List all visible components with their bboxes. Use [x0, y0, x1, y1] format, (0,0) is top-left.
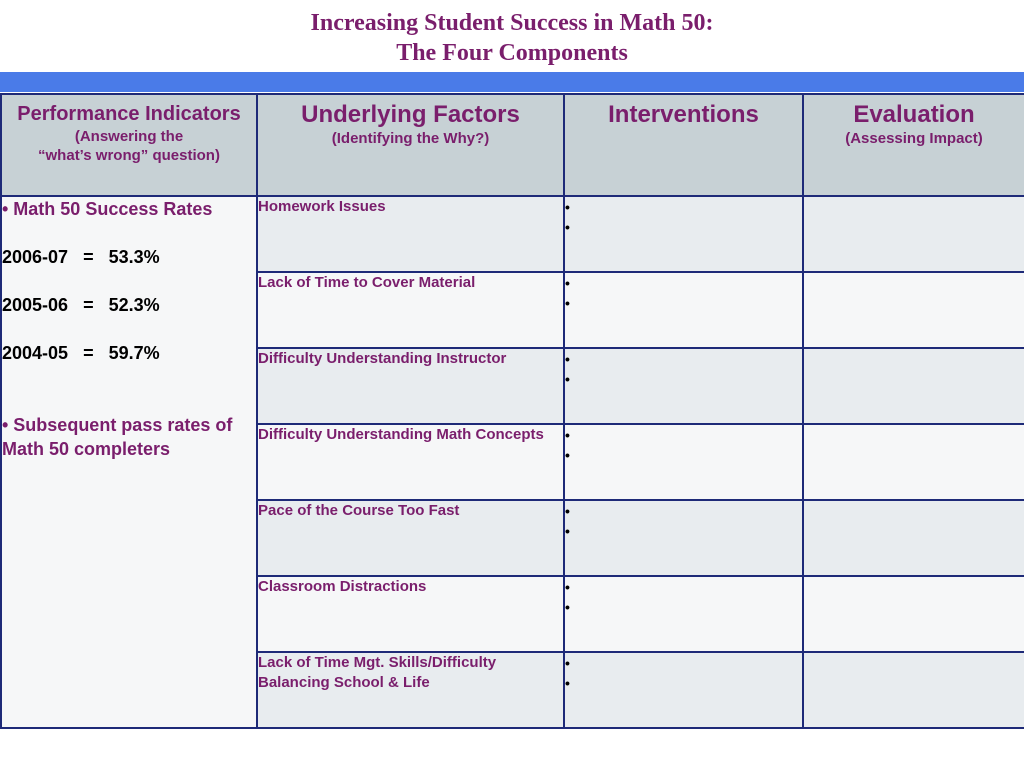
indicator-bullet-success-rates: • Math 50 Success Rates	[2, 199, 213, 219]
bullet: •	[565, 199, 570, 215]
header-sub: “what’s wrong” question)	[38, 147, 220, 164]
bullet: •	[565, 275, 570, 291]
header-interventions	[564, 94, 803, 196]
header-main: Performance Indicators	[17, 103, 241, 125]
interventions-cell	[564, 196, 803, 272]
indicator-bullet-pass-rates: • Subsequent pass rates of Math 50 completers	[2, 415, 233, 459]
evaluation-cell	[803, 576, 1024, 652]
rate-row	[2, 293, 256, 317]
interventions-cell	[564, 348, 803, 424]
title-line-1: Increasing Student Success in Math 50:	[310, 10, 714, 36]
interventions-cell	[564, 272, 803, 348]
header-main: Evaluation	[853, 101, 975, 128]
header-row	[1, 94, 1024, 196]
bullet: •	[565, 655, 570, 671]
bullet: •	[565, 371, 570, 387]
performance-indicators-cell	[1, 196, 257, 728]
table-row	[1, 196, 1024, 272]
rate-equals: =	[83, 343, 94, 363]
rate-equals: =	[83, 295, 94, 315]
bullet: •	[565, 579, 570, 595]
slide-title	[0, 8, 1024, 68]
bullet: •	[565, 295, 570, 311]
bullet: •	[565, 427, 570, 443]
evaluation-cell	[803, 424, 1024, 500]
rate-row	[2, 245, 256, 269]
header-main: Underlying Factors	[301, 101, 520, 128]
components-table	[0, 93, 1024, 729]
bullet: •	[565, 219, 570, 235]
interventions-cell	[564, 500, 803, 576]
factor-cell: Difficulty Understanding Math Concepts	[257, 424, 564, 500]
bullet: •	[565, 503, 570, 519]
accent-bar	[0, 72, 1024, 92]
factor-cell: Classroom Distractions	[257, 576, 564, 652]
evaluation-cell	[803, 348, 1024, 424]
bullet: •	[565, 675, 570, 691]
rate-row	[2, 341, 256, 365]
factor-cell: Lack of Time to Cover Material	[257, 272, 564, 348]
rate-year: 2004-05	[2, 343, 69, 363]
interventions-cell	[564, 424, 803, 500]
header-sub: (Assessing Impact)	[845, 130, 983, 147]
factor-cell: Pace of the Course Too Fast	[257, 500, 564, 576]
bullet: •	[565, 351, 570, 367]
interventions-cell	[564, 652, 803, 728]
header-main: Interventions	[608, 101, 759, 128]
rate-year: 2006-07	[2, 247, 69, 267]
title-line-2: The Four Components	[396, 40, 628, 66]
header-sub: (Answering the	[74, 128, 184, 145]
header-sub: (Identifying the Why?)	[331, 130, 490, 147]
rate-value: 52.3%	[108, 295, 160, 315]
evaluation-cell	[803, 272, 1024, 348]
header-performance-indicators	[1, 94, 257, 196]
bullet: •	[565, 599, 570, 615]
rate-year: 2005-06	[2, 295, 69, 315]
header-evaluation	[803, 94, 1024, 196]
factor-cell: Homework Issues	[257, 196, 564, 272]
bullet: •	[565, 447, 570, 463]
interventions-cell	[564, 576, 803, 652]
rate-equals: =	[83, 247, 94, 267]
factor-cell: Lack of Time Mgt. Skills/Difficulty Balancing School & Life	[257, 652, 564, 728]
evaluation-cell	[803, 196, 1024, 272]
evaluation-cell	[803, 652, 1024, 728]
bullet: •	[565, 523, 570, 539]
header-underlying-factors	[257, 94, 564, 196]
rate-value: 53.3%	[108, 247, 160, 267]
evaluation-cell	[803, 500, 1024, 576]
rate-value: 59.7%	[108, 343, 160, 363]
factor-cell: Difficulty Understanding Instructor	[257, 348, 564, 424]
